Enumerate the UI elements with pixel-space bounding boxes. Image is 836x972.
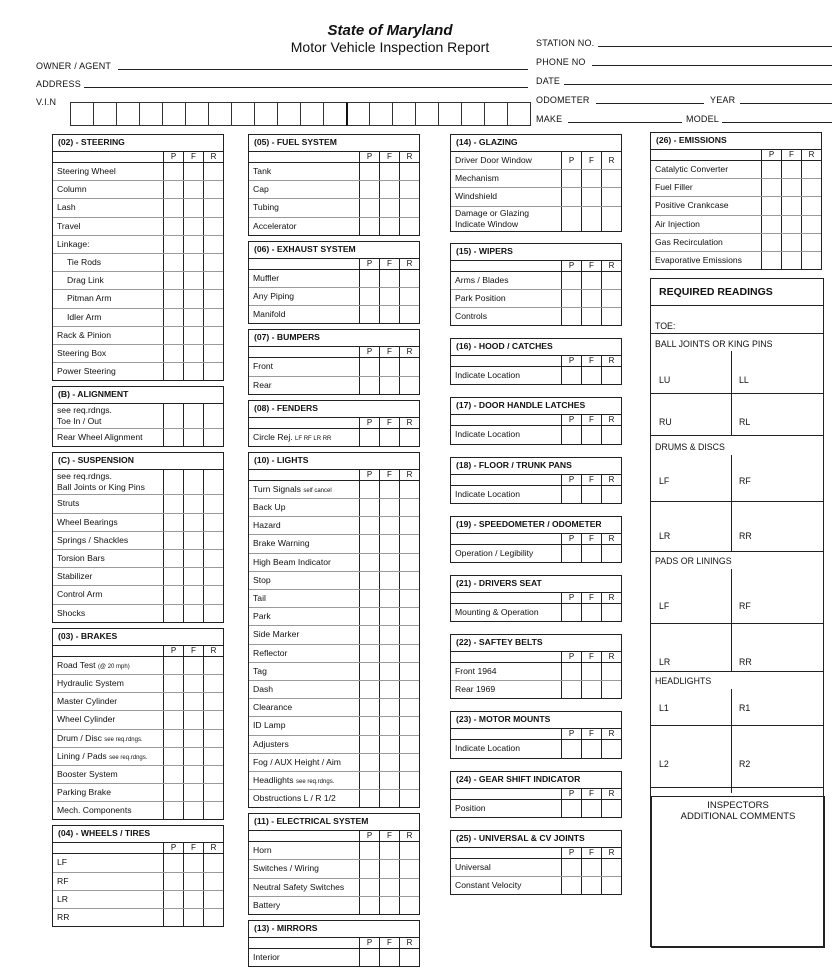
owner-label: OWNER / AGENT: [36, 61, 112, 71]
form-subtitle: Motor Vehicle Inspection Report: [290, 39, 490, 55]
drum-rf[interactable]: RF: [739, 476, 751, 486]
inspection-row[interactable]: Stop: [249, 572, 419, 590]
inspection-row[interactable]: Rear: [249, 377, 419, 394]
inspection-row[interactable]: Travel: [53, 218, 223, 236]
joints-section: (25) - UNIVERSAL & CV JOINTS P F R Universal Constant Velocity: [450, 830, 622, 895]
glazing-section: [450, 134, 622, 232]
inspection-row[interactable]: Hazard: [249, 517, 419, 535]
fuel-section: (05) - FUEL SYSTEM P F R Tank Cap Tubing Accelerator: [248, 134, 420, 236]
drum-rr[interactable]: RR: [739, 531, 752, 541]
inspection-row[interactable]: Tie Rods: [53, 254, 223, 272]
electrical-section: (11) - ELECTRICAL SYSTEM P F R Horn Switches / Wiring Neutral Safety Switches Battery: [248, 813, 420, 915]
wipers-title: (15) - WIPERS: [451, 244, 621, 261]
inspection-row[interactable]: Front 1964: [451, 663, 621, 681]
inspection-row[interactable]: Headlights see req.rdngs.: [249, 772, 419, 790]
inspection-row[interactable]: Adjusters: [249, 736, 419, 754]
inspection-row[interactable]: Neutral Safety Switches: [249, 879, 419, 897]
mounts-title: (23) - MOTOR MOUNTS: [451, 712, 621, 729]
mirrors-title: (13) - MIRRORS: [249, 921, 419, 938]
wipers-section: (15) - WIPERS P F R Arms / Blades Park Position Controls: [450, 243, 622, 327]
alignment-section: [52, 386, 224, 447]
alignment-title: (B) - ALIGNMENT: [53, 387, 223, 404]
pad-rr[interactable]: RR: [739, 657, 752, 667]
inspection-row[interactable]: Road Test (@ 20 mph): [53, 657, 223, 675]
gear-title: (24) - GEAR SHIFT INDICATOR: [451, 772, 621, 789]
inspection-row[interactable]: see req.rdngs. Toe In / Out: [53, 404, 223, 429]
inspection-row[interactable]: Accelerator: [249, 218, 419, 235]
wheels-section: (04) - WHEELS / TIRES P F R LF RF LR RR: [52, 825, 224, 927]
inspection-row[interactable]: Horn: [249, 842, 419, 860]
suspension-section: [52, 452, 224, 622]
emissions-title: (26) - EMISSIONS: [651, 133, 821, 150]
inspection-row[interactable]: Constant Velocity: [451, 877, 621, 894]
belts-title: (22) - SAFTEY BELTS: [451, 635, 621, 652]
inspection-row[interactable]: Damage or Glazing Indicate Window: [451, 207, 621, 231]
inspection-row[interactable]: Mounting & Operation: [451, 604, 621, 621]
inspection-row[interactable]: Evaporative Emissions: [651, 252, 821, 269]
brakes-section: (03) - BRAKES P F R Road Test (@ 20 mph) Hydraulic System Master Cylinder Wheel Cylinder Drum / Disc see req.rdngs. Lining / Pads see req.rdngs. Booster System Parking Brake Mech. Components: [52, 628, 224, 821]
inspection-row[interactable]: Arms / Blades: [451, 272, 621, 290]
inspection-row[interactable]: Manifold: [249, 306, 419, 323]
inspection-row[interactable]: Indicate Location: [451, 367, 621, 384]
inspection-row[interactable]: Air Injection: [651, 216, 821, 234]
headlight-r2[interactable]: R2: [739, 759, 751, 769]
inspection-row[interactable]: Wheel Bearings: [53, 514, 223, 532]
inspection-row[interactable]: Side Marker: [249, 626, 419, 644]
inspection-row[interactable]: Stabilizer: [53, 568, 223, 586]
ball-joints-label: BALL JOINTS OR KING PINS: [655, 339, 773, 349]
inspection-row[interactable]: Rack & Pinion: [53, 327, 223, 345]
date-label: DATE: [536, 76, 561, 86]
inspection-row[interactable]: Driver Door Window P F R: [451, 152, 621, 170]
inspection-row[interactable]: Shocks: [53, 605, 223, 622]
inspection-row[interactable]: see req.rdngs. Ball Joints or King Pins: [53, 470, 223, 495]
inspection-row[interactable]: Drag Link: [53, 272, 223, 290]
inspection-row[interactable]: Tail: [249, 590, 419, 608]
column-3: [450, 134, 622, 900]
owner-field[interactable]: [118, 69, 528, 70]
headlight-l1[interactable]: L1: [659, 703, 669, 713]
inspection-row[interactable]: Rear 1969: [451, 681, 621, 698]
exhaust-section: (06) - EXHAUST SYSTEM P F R Muffler Any Piping Manifold: [248, 241, 420, 325]
inspection-row[interactable]: Universal: [451, 859, 621, 877]
glazing-title: (14) - GLAZING: [451, 135, 621, 152]
inspection-row[interactable]: ID Lamp: [249, 717, 419, 735]
inspection-row[interactable]: Idler Arm: [53, 309, 223, 327]
inspection-row[interactable]: Operation / Legibility: [451, 545, 621, 562]
floor-section: (18) - FLOOR / TRUNK PANS P F R Indicate Location: [450, 457, 622, 504]
reading-ll[interactable]: LL: [739, 375, 749, 385]
inspection-row[interactable]: RR: [53, 909, 223, 926]
inspection-row[interactable]: Indicate Location: [451, 426, 621, 443]
speedo-section: (19) - SPEEDOMETER / ODOMETER P F R Operation / Legibility: [450, 516, 622, 563]
hood-title: (16) - HOOD / CATCHES: [451, 339, 621, 356]
inspection-row[interactable]: Park: [249, 608, 419, 626]
form-title: State of Maryland: [327, 22, 453, 39]
inspection-row[interactable]: Position: [451, 800, 621, 817]
inspection-row[interactable]: Struts: [53, 495, 223, 513]
inspection-row[interactable]: Wheel Cylinder: [53, 711, 223, 729]
year-field[interactable]: [740, 103, 832, 104]
inspection-row[interactable]: Circle Rej. LF RF LR RR: [249, 429, 419, 446]
inspection-row[interactable]: Positive Crankcase: [651, 197, 821, 215]
odometer-label: ODOMETER: [536, 95, 590, 105]
fuel-title: (05) - FUEL SYSTEM: [249, 135, 419, 152]
emissions-section: (26) - EMISSIONS P F R Catalytic Converter Fuel Filler Positive Crankcase Air Injection Gas Recirculation Evaporative Emissions: [650, 132, 822, 270]
inspection-row[interactable]: Master Cylinder: [53, 693, 223, 711]
make-field[interactable]: [568, 122, 682, 123]
inspection-row[interactable]: Hydraulic System: [53, 675, 223, 693]
inspection-row[interactable]: Brake Warning: [249, 535, 419, 553]
mounts-section: (23) - MOTOR MOUNTS P F R Indicate Location: [450, 711, 622, 758]
year-label: YEAR: [710, 95, 736, 105]
inspection-row[interactable]: Gas Recirculation: [651, 234, 821, 252]
vin-boxes[interactable]: [70, 102, 530, 126]
model-label: MODEL: [686, 114, 720, 124]
inspection-row[interactable]: Back Up: [249, 499, 419, 517]
readings-title: REQUIRED READINGS: [651, 279, 823, 306]
headlight-l2[interactable]: L2: [659, 759, 669, 769]
inspection-row[interactable]: Drum / Disc see req.rdngs.: [53, 730, 223, 748]
address-label: ADDRESS: [36, 79, 81, 89]
model-field[interactable]: [722, 122, 832, 123]
seat-title: (21) - DRIVERS SEAT: [451, 576, 621, 593]
inspection-row[interactable]: Parking Brake: [53, 784, 223, 802]
hood-section: (16) - HOOD / CATCHES P F R Indicate Location: [450, 338, 622, 385]
inspection-row[interactable]: Fuel Filler: [651, 179, 821, 197]
comments-title-1: INSPECTORS: [707, 800, 769, 811]
inspection-row[interactable]: Dash: [249, 681, 419, 699]
steering-section: (02) - STEERING P F R Steering Wheel Column Lash Travel Linkage: Tie Rods Drag Link Pitman Arm Idler Arm Rack & Pinion Steering Box Power Steering: [52, 134, 224, 381]
comments-title-2: ADDITIONAL COMMENTS: [680, 811, 796, 822]
fenders-section: (08) - FENDERS P F R Circle Rej. LF RF LR RR: [248, 400, 420, 447]
drum-lf[interactable]: LF: [659, 476, 670, 486]
inspection-row[interactable]: Indicate Location: [451, 486, 621, 503]
inspection-row[interactable]: Mech. Components: [53, 802, 223, 819]
inspection-row[interactable]: Tubing: [249, 199, 419, 217]
lights-title: (10) - LIGHTS: [249, 453, 419, 470]
wheels-title: (04) - WHEELS / TIRES: [53, 826, 223, 843]
inspection-row[interactable]: Torsion Bars: [53, 550, 223, 568]
inspection-row[interactable]: Steering Wheel: [53, 163, 223, 181]
fenders-title: (08) - FENDERS: [249, 401, 419, 418]
drums-label: DRUMS & DISCS: [655, 442, 725, 452]
bumpers-section: (07) - BUMPERS P F R Front Rear: [248, 329, 420, 394]
inspection-row[interactable]: Booster System: [53, 766, 223, 784]
pad-lf[interactable]: LF: [659, 601, 670, 611]
inspection-row[interactable]: LF: [53, 854, 223, 872]
belts-section: (22) - SAFTEY BELTS P F R Front 1964 Rear 1969: [450, 634, 622, 699]
inspection-row[interactable]: LR: [53, 891, 223, 909]
pads-label: PADS OR LININGS: [655, 556, 732, 566]
column-4: [650, 132, 822, 275]
brakes-title: (03) - BRAKES: [53, 629, 223, 646]
floor-title: (18) - FLOOR / TRUNK PANS: [451, 458, 621, 475]
address-field[interactable]: [84, 87, 528, 88]
inspection-row[interactable]: RF: [53, 873, 223, 891]
inspection-row[interactable]: Mechanism: [451, 170, 621, 188]
inspection-row[interactable]: High Beam Indicator: [249, 554, 419, 572]
date-field[interactable]: [564, 84, 832, 85]
exhaust-title: (06) - EXHAUST SYSTEM: [249, 242, 419, 259]
inspection-row[interactable]: Rear Wheel Alignment: [53, 429, 223, 446]
toe-label: TOE:: [655, 321, 676, 331]
inspection-row[interactable]: Muffler: [249, 270, 419, 288]
inspection-row[interactable]: Lash: [53, 199, 223, 217]
inspectors-comments[interactable]: [651, 796, 825, 948]
inspection-row[interactable]: Springs / Shackles: [53, 532, 223, 550]
inspection-row[interactable]: Pitman Arm: [53, 290, 223, 308]
reading-ru[interactable]: RU: [659, 417, 672, 427]
reading-rl[interactable]: RL: [739, 417, 751, 427]
lights-section: (10) - LIGHTS P F R Turn Signals self cancel Back Up Hazard Brake Warning High Beam Indicator Stop Tail Park Side Marker Reflector Tag Dash Clearance ID Lamp Adjusters Fog / AUX Height / Aim Headlights see req.rdngs. Obstructions L / R 1/2: [248, 452, 420, 808]
headlight-r1[interactable]: R1: [739, 703, 751, 713]
column-2: [248, 134, 420, 972]
steering-title: (02) - STEERING: [53, 135, 223, 152]
station-label: STATION NO.: [536, 38, 595, 48]
inspection-row[interactable]: Switches / Wiring: [249, 860, 419, 878]
station-field[interactable]: [598, 46, 832, 47]
odometer-field[interactable]: [596, 103, 704, 104]
reading-lu[interactable]: LU: [659, 375, 671, 385]
inspection-row[interactable]: Controls: [451, 308, 621, 325]
pad-rf[interactable]: RF: [739, 601, 751, 611]
inspection-row[interactable]: Tank: [249, 163, 419, 181]
inspection-row[interactable]: Any Piping: [249, 288, 419, 306]
bumpers-title: (07) - BUMPERS: [249, 330, 419, 347]
inspection-row[interactable]: Tag: [249, 663, 419, 681]
vin-label: V.I.N: [36, 97, 57, 107]
inspection-row[interactable]: Battery: [249, 897, 419, 914]
inspection-row[interactable]: Front: [249, 358, 419, 376]
inspection-row[interactable]: Reflector: [249, 645, 419, 663]
inspection-row[interactable]: Power Steering: [53, 363, 223, 380]
inspection-row[interactable]: Indicate Location: [451, 740, 621, 757]
seat-section: (21) - DRIVERS SEAT P F R Mounting & Operation: [450, 575, 622, 622]
inspection-row[interactable]: Lining / Pads see req.rdngs.: [53, 748, 223, 766]
joints-title: (25) - UNIVERSAL & CV JOINTS: [451, 831, 621, 848]
column-1: [52, 134, 224, 932]
phone-field[interactable]: [592, 65, 832, 66]
inspection-row[interactable]: Steering Box: [53, 345, 223, 363]
inspection-row[interactable]: Park Position: [451, 290, 621, 308]
inspection-row[interactable]: Cap: [249, 181, 419, 199]
inspection-row[interactable]: Interior: [249, 949, 419, 966]
electrical-title: (11) - ELECTRICAL SYSTEM: [249, 814, 419, 831]
suspension-title: (C) - SUSPENSION: [53, 453, 223, 470]
drum-lr[interactable]: LR: [659, 531, 671, 541]
speedo-title: (19) - SPEEDOMETER / ODOMETER: [451, 517, 621, 534]
door-title: (17) - DOOR HANDLE LATCHES: [451, 398, 621, 415]
inspection-row[interactable]: Turn Signals self cancel: [249, 481, 419, 499]
door-section: (17) - DOOR HANDLE LATCHES P F R Indicate Location: [450, 397, 622, 444]
inspection-row[interactable]: Clearance: [249, 699, 419, 717]
headlights-label: HEADLIGHTS: [655, 676, 712, 686]
inspection-row[interactable]: Obstructions L / R 1/2: [249, 790, 419, 807]
pad-lr[interactable]: LR: [659, 657, 671, 667]
mirrors-section: (13) - MIRRORS P F R Interior: [248, 920, 420, 967]
inspection-row[interactable]: Catalytic Converter: [651, 161, 821, 179]
inspection-row[interactable]: Column: [53, 181, 223, 199]
gear-section: (24) - GEAR SHIFT INDICATOR P F R Position: [450, 771, 622, 818]
make-label: MAKE: [536, 114, 563, 124]
phone-label: PHONE NO: [536, 57, 586, 67]
inspection-row[interactable]: Fog / AUX Height / Aim: [249, 754, 419, 772]
inspection-row: Linkage:: [53, 236, 223, 254]
inspection-row[interactable]: Windshield: [451, 188, 621, 206]
inspection-row[interactable]: Control Arm: [53, 586, 223, 604]
